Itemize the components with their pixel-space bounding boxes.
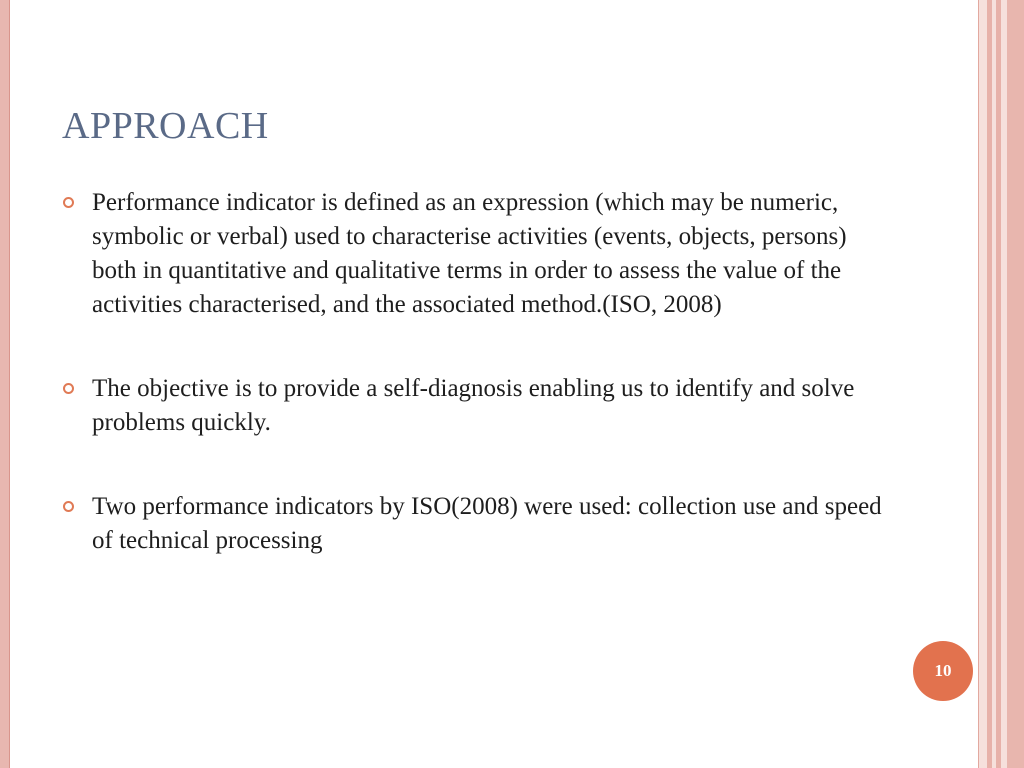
bullet-item — [62, 490, 882, 558]
ring-bullet-icon — [63, 197, 74, 208]
bullet-text: Performance indicator is defined as an expression (which may be numeric, symbolic or verbal) used to characterise activities (events, objects, persons) both in quantitative and qualitative terms in order to assess the value of the activities characterised, and the associated method.(ISO, 2008) — [92, 189, 847, 318]
ring-bullet-icon — [63, 383, 74, 394]
slide-title: APPROACH — [62, 105, 269, 147]
right-border-stripe — [978, 0, 987, 768]
bullet-text: The objective is to provide a self-diagnosis enabling us to identify and solve problems quickly. — [92, 375, 855, 436]
bullet-text: Two performance indicators by ISO(2008) were used: collection use and speed of technical processing — [92, 493, 882, 554]
bullet-item — [62, 186, 882, 322]
page-number-badge — [913, 641, 973, 701]
right-border-stripe — [1007, 0, 1024, 768]
ring-bullet-icon — [63, 501, 74, 512]
bullet-item — [62, 372, 882, 440]
page-number: 10 — [934, 661, 952, 680]
left-border-stripe — [0, 0, 10, 768]
bullet-list — [62, 186, 882, 558]
